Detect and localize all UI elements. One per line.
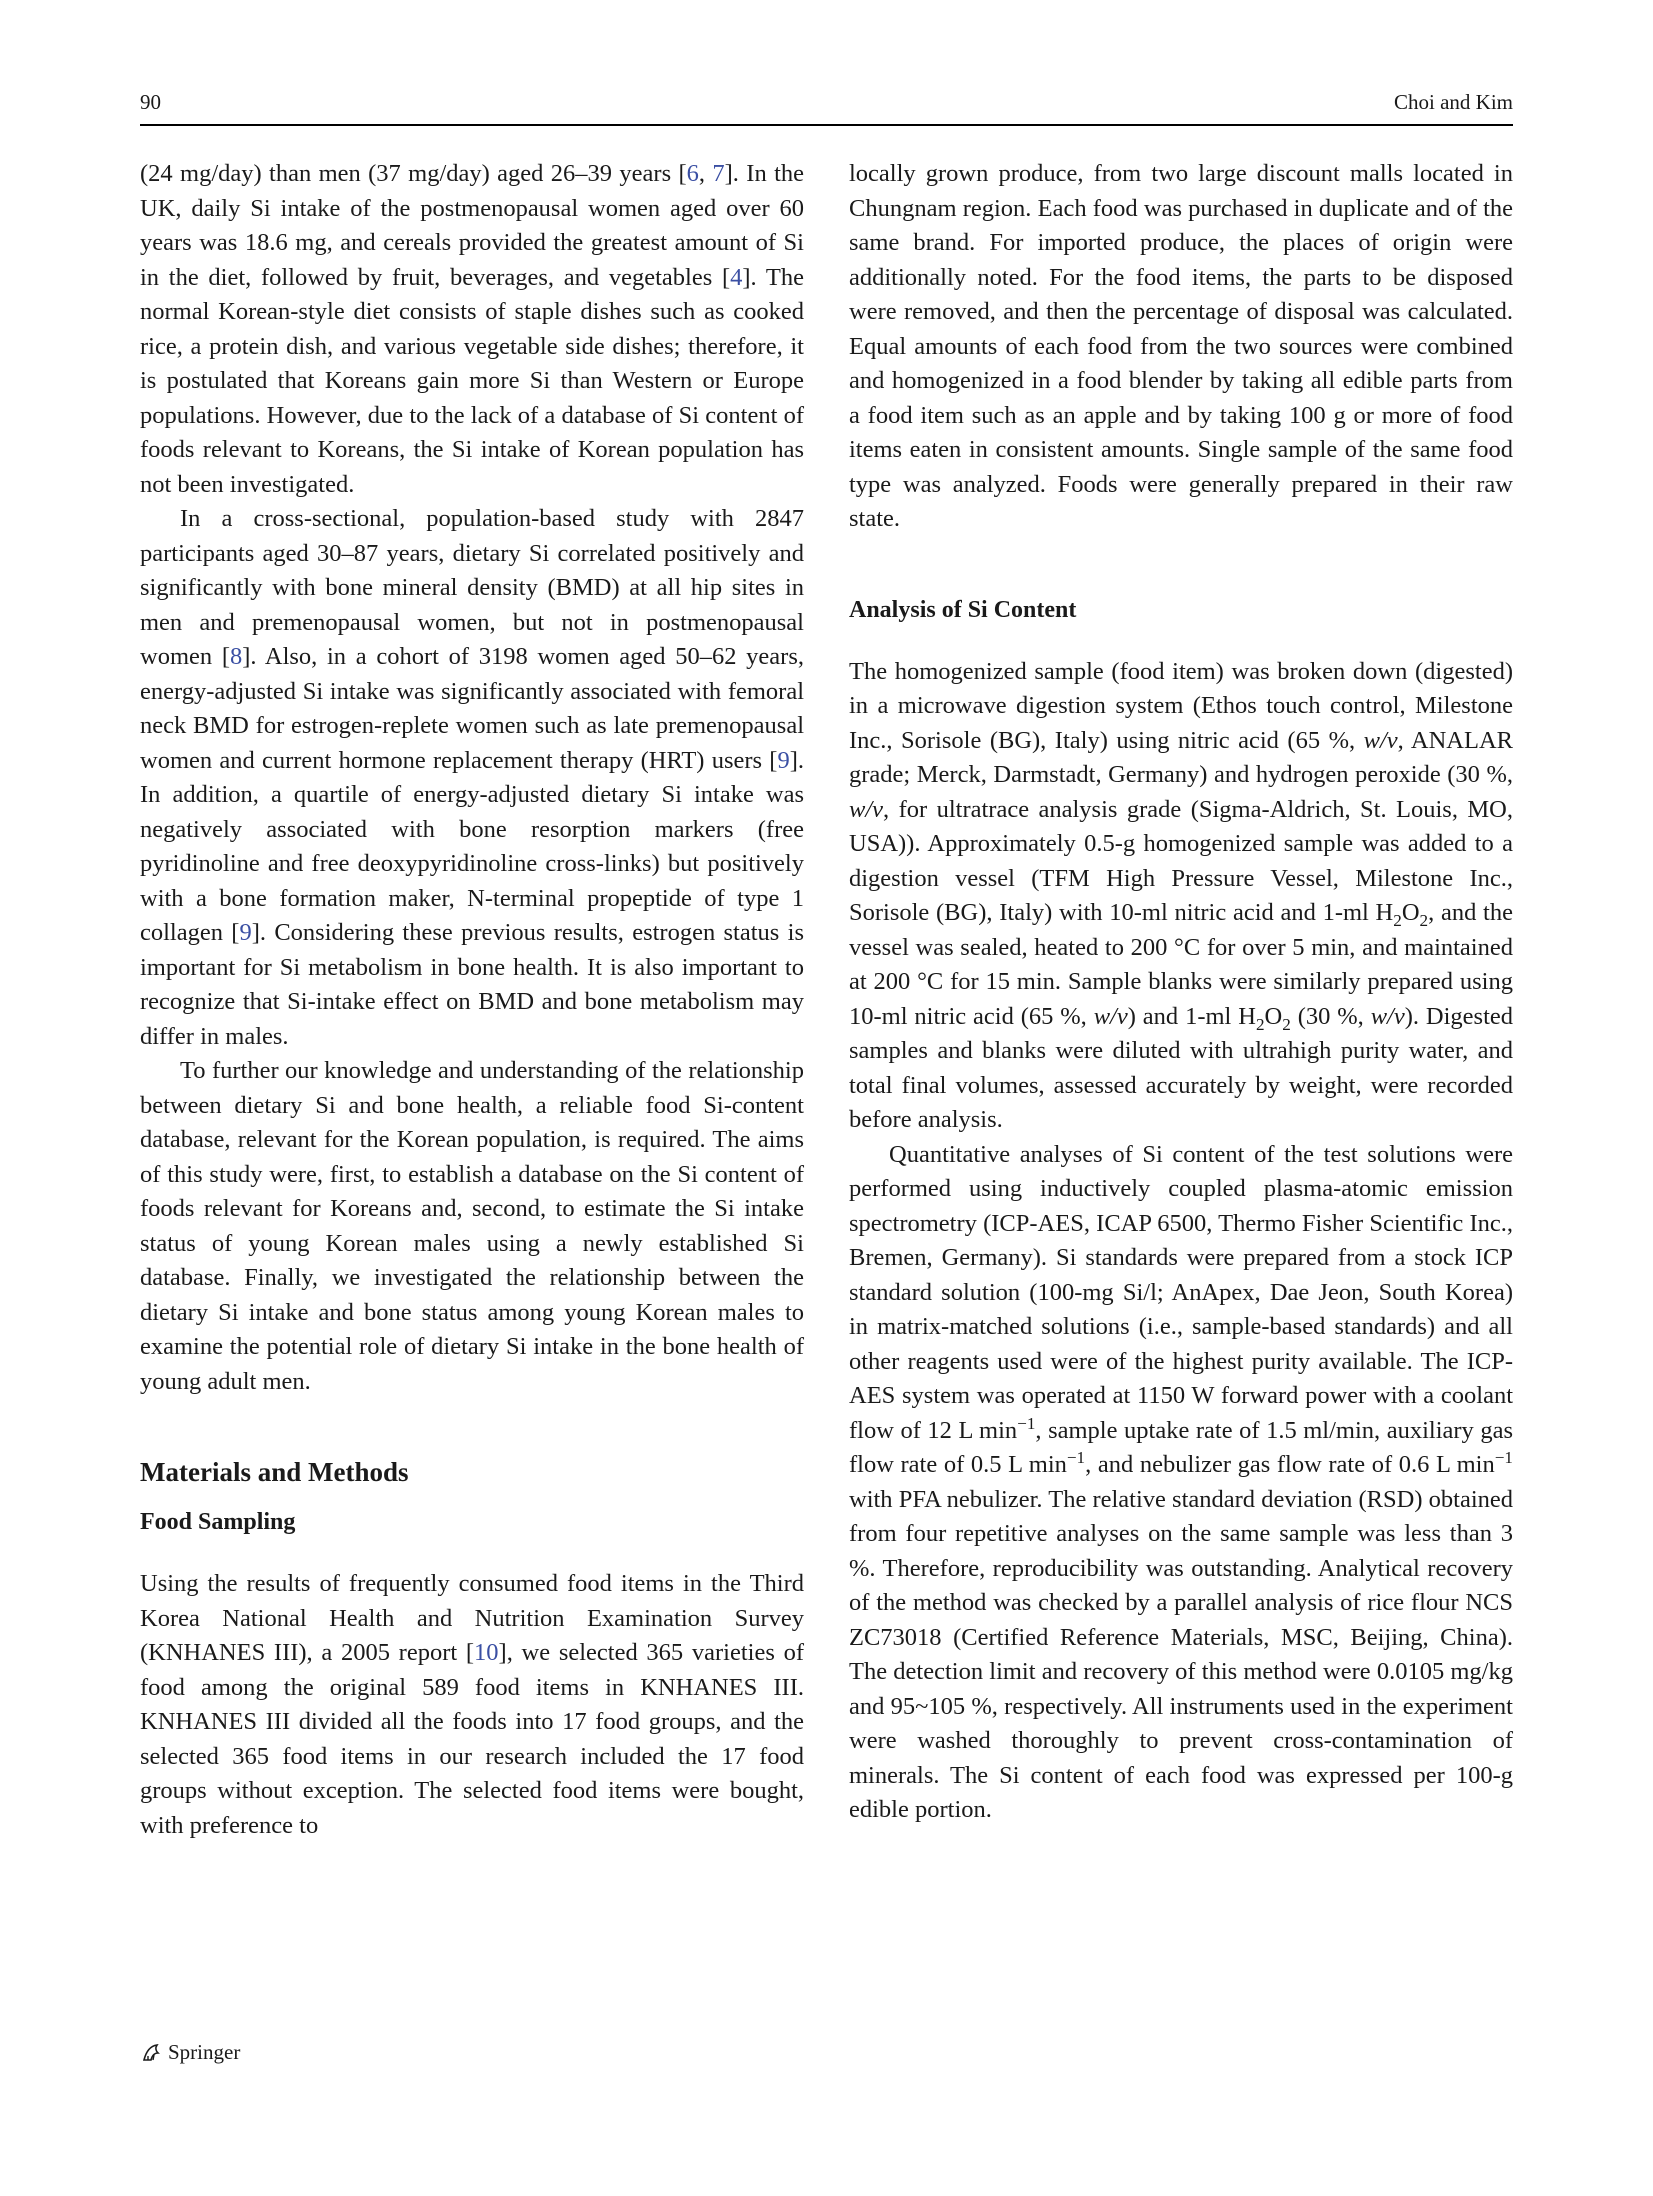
- text-run: ,: [698, 160, 713, 187]
- text-run: Quantitative analyses of Si content of the test solutions were performed using inductively coupled plasma-atomic emission spectrometry (ICP-AES, ICAP 6500, Thermo Fisher Scientific Inc., Bremen, Germany). Si standards were prepared from a stock ICP standard solution (100-mg Si/l; AnApex, Dae Jeon, South Korea) in matrix-matched solutions (i.e., sample-based standards) and all other reagents used were of the highest purity available. The ICP-AES system was operated at 1150 W forward power with a coolant flow of 12 L min: [849, 1140, 1513, 1444]
- citation-link[interactable]: 9: [777, 746, 790, 774]
- text-run: O: [1401, 899, 1420, 926]
- springer-horse-icon: [140, 2042, 162, 2064]
- text-run: (24 mg/day) than men (37 mg/day) aged 26–39 years [: [140, 160, 687, 187]
- superscript: −1: [1494, 1447, 1513, 1467]
- text-run: , ANALAR grade; Merck, Darmstadt, Germany) and hydrogen peroxide (30 %,: [849, 726, 1513, 788]
- text-run: ]. The normal Korean-style diet consists of staple dishes such as cooked rice, a protein dish, and various vegetable side dishes; therefore, it is postulated that Koreans gain more Si than Western or Europe populations. However, due to the lack of a database of Si content of foods relevant to Koreans, the Si intake of Korean population has not been investigated.: [140, 263, 804, 498]
- italic-text: w/v: [1370, 1002, 1405, 1030]
- left-column: [140, 157, 804, 1843]
- text-run: ]. Also, in a cohort of 3198 women aged 50–62 years, energy-adjusted Si intake was significantly associated with femoral neck BMD for estrogen-replete women such as late premenopausal women and current hormone replacement therapy (HRT) users [: [140, 643, 804, 774]
- publisher-name: Springer: [168, 2040, 241, 2064]
- running-header: [140, 90, 1513, 126]
- citation-link[interactable]: 9: [239, 919, 252, 946]
- paragraph-intro-2: [140, 502, 804, 1054]
- subscript: 2: [1419, 910, 1429, 930]
- italic-text: w/v: [1363, 726, 1398, 754]
- text-run: Using the results of frequently consumed food items in the Third Korea National Health and Nutrition Examination Survey (KNHANES III), a 2005 report [: [140, 1570, 804, 1666]
- subsection-heading-food-sampling: Food Sampling: [140, 1509, 296, 1535]
- page-number: 90: [140, 90, 161, 114]
- text-run: In a cross-sectional, population-based study with 2847 participants aged 30–87 years, dietary Si correlated positively and significantly with bone mineral density (BMD) at all hip sites in men and premenopausal women, but not in postmenopausal women [: [140, 505, 804, 670]
- superscript: −1: [1017, 1413, 1036, 1433]
- italic-text: w/v: [1093, 1002, 1128, 1030]
- section-heading-methods: Materials and Methods: [140, 1457, 409, 1487]
- text-run: O: [1264, 1002, 1283, 1030]
- citation-link[interactable]: 10: [474, 1639, 499, 1666]
- paragraph-food-sampling-cont: locally grown produce, from two large discount malls located in Chungnam region. Each food was purchased in duplicate and of the same brand. For imported produce, the places of origin were additionally noted. For the food items, the parts to be disposed were removed, and then the percentage of disposal was calculated. Equal amounts of each food from the two sources were combined and homogenized in a food blender by taking all edible parts from a food item such as an apple and by taking 100 g or more of food items eaten in consistent amounts. Single sample of the same food type was analyzed. Foods were generally prepared in their raw state.: [849, 160, 1513, 532]
- text-run: , for ultratrace analysis grade (Sigma-Aldrich, St. Louis, MO, USA)). Approximately 0.5-g homogenized sample was added to a digestion vessel (TFM High Pressure Vessel, Milestone Inc., Sorisole (BG), Italy) with 10-ml nitric acid and 1-ml H: [849, 795, 1513, 926]
- superscript: −1: [1066, 1447, 1086, 1467]
- paragraph-intro-3: To further our knowledge and understanding of the relationship between dietary Si and bone health, a reliable food Si-content database, relevant for the Korean population, is required. The aims of this study were, first, to establish a database on the Si content of foods relevant for Koreans and, second, to estimate the Si intake status of young Korean males using a newly established Si database. Finally, we investigated the relationship between the dietary Si intake and bone status among young Korean males to examine the potential role of dietary Si intake in the bone health of young adult men.: [140, 1057, 804, 1395]
- text-run: ]. Considering these previous results, estrogen status is important for Si metabolism in bone health. It is also important to recognize that Si-intake effect on BMD and bone metabolism may differ in males.: [140, 919, 804, 1050]
- right-column: [849, 157, 1513, 1828]
- footer: [140, 2040, 240, 2065]
- italic-text: w/v: [849, 795, 884, 823]
- text-run: ]. In addition, a quartile of energy-adjusted dietary Si intake was negatively associated with bone resorption markers (free pyridinoline and free deoxypyridinoline cross-links) but positively with a bone formation maker, N-terminal propeptide of type 1 collagen [: [140, 746, 804, 946]
- text-run: ]. In the UK, daily Si intake of the postmenopausal women aged over 60 years was 18.6 mg, and cereals provided the greatest amount of Si in the diet, followed by fruit, beverages, and vegetables [: [140, 160, 805, 291]
- text-run: The homogenized sample (food item) was broken down (digested) in a microwave digestion system (Ethos touch control, Milestone Inc., Sorisole (BG), Italy) using nitric acid (65 %,: [849, 657, 1513, 754]
- text-run: ], we selected 365 varieties of food among the original 589 food items in KNHANES III. KNHANES III divided all the foods into 17 food groups, and the selected 365 food items in our research included the 17 food groups without exception. The selected food items were bought, with preference to: [140, 1639, 804, 1839]
- paragraph-intro-1: [140, 157, 804, 502]
- subscript: 2: [1393, 910, 1402, 930]
- text-run: ) and 1-ml H: [1127, 1002, 1256, 1030]
- text-run: (30 %,: [1290, 1002, 1371, 1030]
- text-run: ). Digested samples and blanks were diluted with ultrahigh purity water, and total final volumes, assessed accurately by weight, were recorded before analysis.: [849, 1002, 1514, 1133]
- citation-link[interactable]: 7: [712, 160, 725, 187]
- citation-link[interactable]: 6: [686, 160, 699, 187]
- subsection-heading-analysis: Analysis of Si Content: [849, 596, 1077, 623]
- text-run: , sample uptake rate of 1.5 ml/min, auxiliary gas flow rate of 0.5 L min: [849, 1416, 1513, 1478]
- subscript: 2: [1255, 1014, 1265, 1034]
- citation-link[interactable]: 8: [230, 643, 243, 670]
- text-run: , and the vessel was sealed, heated to 200 °C for over 5 min, and maintained at 200 °C for 15 min. Sample blanks were similarly prepared using 10-ml nitric acid (65 %,: [849, 899, 1513, 1030]
- subscript: 2: [1282, 1014, 1291, 1034]
- running-authors: Choi and Kim: [1394, 90, 1513, 114]
- paragraph-food-sampling: [140, 1567, 804, 1843]
- paragraph-icp-analysis: [849, 1138, 1513, 1828]
- citation-link[interactable]: 4: [730, 263, 743, 291]
- text-run: , and nebulizer gas flow rate of 0.6 L min: [1085, 1451, 1495, 1478]
- text-run: with PFA nebulizer. The relative standard deviation (RSD) obtained from four repetitive analyses on the same sample was less than 3 %. Therefore, reproducibility was outstanding. Analytical recovery of the method was checked by a parallel analysis of rice flour NCS ZC73018 (Certified Reference Materials, MSC, Beijing, China). The detection limit and recovery of this method were 0.0105 mg/kg and 95~105 %, respectively. All instruments used in the experiment were washed thoroughly to prevent cross-contamination of minerals. The Si content of each food was expressed per 100-g edible portion.: [849, 1485, 1513, 1823]
- paragraph-digestion: [849, 655, 1513, 1138]
